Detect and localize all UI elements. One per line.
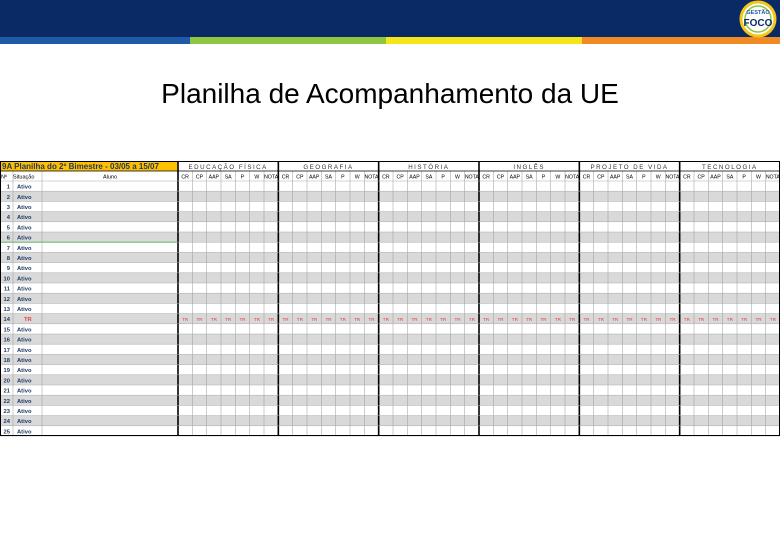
row-status: Ativo	[17, 388, 32, 395]
row-number: 15	[3, 327, 10, 334]
subject-header: PROJETO DE VIDA	[590, 164, 669, 171]
row-number: 20	[3, 378, 10, 385]
row-status: Ativo	[17, 398, 32, 405]
sub-column-header: CR	[281, 174, 290, 181]
transfer-cell: TR	[769, 317, 776, 323]
row-status: Ativo	[17, 409, 32, 415]
row-status: Ativo	[17, 429, 32, 436]
row-number: 24	[3, 419, 10, 426]
row-shade	[0, 354, 780, 364]
transfer-cell: TR	[726, 317, 733, 323]
color-stripes	[0, 37, 780, 44]
row-shade	[0, 232, 780, 242]
row-status: Ativo	[17, 307, 32, 313]
stripe-blue	[0, 37, 190, 44]
stripe-yellow	[386, 37, 582, 44]
transfer-cell: TR	[569, 317, 576, 323]
col-situacao-header: Situação	[13, 174, 35, 181]
row-status: TR	[24, 317, 32, 324]
sub-column-header: NOTA	[565, 174, 580, 181]
sub-column-header: CR	[181, 174, 189, 181]
stripe-orange	[582, 37, 780, 44]
sub-column-header: CR	[582, 174, 591, 181]
sub-column-header: CP	[597, 174, 605, 181]
logo-text-top: GESTÃO	[746, 10, 770, 16]
sub-column-header: AAP	[208, 174, 220, 181]
transfer-cell: TR	[511, 317, 518, 323]
subject-header: HISTÓRIA	[408, 164, 450, 171]
row-number: 22	[3, 398, 10, 405]
row-status: Ativo	[17, 296, 32, 303]
transfer-cell: TR	[669, 317, 676, 323]
row-number: 10	[3, 276, 10, 283]
row-status: Ativo	[17, 205, 32, 211]
subject-header: TECNOLOGIA	[702, 164, 758, 171]
row-number: 21	[3, 388, 10, 395]
transfer-cell: TR	[597, 317, 604, 323]
row-shade	[0, 252, 780, 262]
row-status: Ativo	[17, 327, 32, 334]
sub-column-header: CP	[396, 174, 404, 181]
transfer-cell: TR	[282, 317, 289, 323]
sub-column-header: SA	[325, 174, 332, 181]
transfer-cell: TR	[311, 317, 318, 323]
transfer-cell: TR	[540, 317, 547, 323]
transfer-cell: TR	[296, 317, 303, 323]
transfer-cell: TR	[440, 317, 447, 323]
row-status: Ativo	[17, 286, 32, 293]
transfer-cell: TR	[411, 317, 418, 323]
sub-column-header: SA	[626, 174, 633, 181]
row-status: Ativo	[17, 378, 32, 385]
sub-column-header: AAP	[409, 174, 420, 181]
row-status: Ativo	[17, 358, 32, 364]
sub-column-header: SA	[425, 174, 433, 181]
sub-column-header: AAP	[308, 174, 320, 181]
transfer-cell: TR	[454, 317, 461, 323]
row-status: Ativo	[17, 225, 32, 232]
row-status: Ativo	[17, 235, 32, 242]
row-status: Ativo	[17, 194, 32, 201]
sub-column-header: P	[541, 174, 546, 181]
transfer-cell: TR	[712, 317, 719, 323]
sub-column-header: CP	[296, 174, 304, 181]
sub-column-header: NOTA	[665, 174, 680, 181]
sub-column-header: NOTA	[364, 174, 379, 181]
row-status: Ativo	[17, 368, 32, 375]
sub-column-header: W	[555, 174, 561, 181]
row-number: 9	[6, 266, 10, 273]
transfer-cell: TR	[425, 317, 432, 323]
row-status: Ativo	[17, 419, 32, 426]
transfer-cell: TR	[239, 317, 246, 323]
sub-column-header: NOTA	[765, 174, 780, 181]
transfer-cell: TR	[554, 317, 561, 323]
row-number: 1	[6, 184, 10, 191]
col-no-header: Nº	[1, 174, 7, 181]
transfer-cell: TR	[741, 317, 748, 323]
sub-column-header: CR	[482, 174, 490, 181]
row-number: 17	[3, 347, 10, 354]
transfer-cell: TR	[382, 317, 389, 323]
sub-column-header: AAP	[609, 174, 621, 181]
row-number: 8	[6, 256, 10, 262]
row-shade	[0, 293, 780, 303]
row-status: Ativo	[17, 256, 32, 262]
transfer-cell: TR	[655, 317, 662, 323]
row-number: 13	[3, 307, 10, 313]
row-status: Ativo	[17, 215, 32, 222]
transfer-cell: TR	[354, 317, 361, 323]
stripe-green	[190, 37, 386, 44]
sub-column-header: P	[341, 174, 345, 181]
row-shade	[0, 191, 780, 201]
row-number: 2	[6, 194, 10, 201]
row-shade	[0, 395, 780, 405]
row-shade	[0, 212, 780, 222]
row-number: 4	[6, 215, 10, 222]
row-status: Ativo	[17, 266, 32, 273]
row-number: 19	[3, 368, 10, 375]
transfer-cell: TR	[339, 317, 346, 323]
row-status: Ativo	[17, 276, 32, 283]
row-status: Ativo	[17, 245, 32, 252]
transfer-cell: TR	[583, 317, 590, 323]
top-header-bar	[0, 0, 780, 37]
row-number: 6	[6, 235, 10, 242]
sub-column-header: W	[655, 174, 661, 181]
subject-header: EDUCAÇÃO FÍSICA	[188, 164, 268, 171]
transfer-cell: TR	[683, 317, 690, 323]
transfer-cell: TR	[698, 317, 705, 323]
transfer-cell: TR	[253, 317, 260, 323]
logo-text-main: FOCO	[743, 18, 773, 29]
sub-column-header: CR	[683, 174, 691, 181]
sub-column-header: SA	[525, 174, 533, 181]
row-shade	[0, 314, 780, 324]
transfer-cell: TR	[755, 317, 762, 323]
transfer-cell: TR	[497, 317, 504, 323]
transfer-cell: TR	[483, 317, 490, 323]
row-shade	[0, 334, 780, 344]
row-number: 16	[3, 337, 10, 344]
transfer-cell: TR	[626, 317, 633, 323]
transfer-cell: TR	[526, 317, 533, 323]
transfer-cell: TR	[196, 317, 203, 323]
sub-column-header: P	[742, 174, 746, 181]
sub-column-header: SA	[726, 174, 734, 181]
sub-column-header: NOTA	[264, 174, 279, 181]
row-status: Ativo	[17, 337, 32, 344]
transfer-cell: TR	[397, 317, 404, 323]
transfer-cell: TR	[268, 317, 275, 323]
row-number: 5	[6, 225, 10, 232]
row-number: 18	[3, 358, 10, 364]
sub-column-header: W	[354, 174, 360, 181]
sub-column-header: AAP	[509, 174, 521, 181]
sub-column-header: P	[441, 174, 445, 181]
sub-column-header: P	[642, 174, 646, 181]
sub-column-header: CP	[496, 174, 505, 181]
sub-column-header: NOTA	[464, 174, 479, 181]
slide-title: Planilha de Acompanhamento da UE	[161, 78, 619, 109]
transfer-cell: TR	[640, 317, 647, 323]
row-number: 12	[3, 296, 10, 303]
row-shade	[0, 375, 780, 385]
row-status: Ativo	[17, 347, 32, 354]
row-shade	[0, 416, 780, 426]
sub-column-header: P	[240, 174, 245, 181]
row-number: 11	[3, 286, 10, 293]
sub-column-header: CP	[195, 174, 204, 181]
row-number: 23	[3, 409, 10, 415]
sub-column-header: CP	[697, 174, 705, 181]
subject-header: GEOGRAFIA	[303, 164, 354, 171]
banner-text: 9A Planilha do 2º Bimestre - 03/05 a 15/07	[2, 162, 159, 171]
sub-column-header: W	[254, 174, 260, 181]
transfer-cell: TR	[368, 317, 375, 323]
row-shade	[0, 273, 780, 283]
sub-column-header: SA	[224, 174, 232, 181]
transfer-cell: TR	[468, 317, 475, 323]
row-number: 3	[6, 205, 10, 211]
sub-column-header: W	[756, 174, 761, 181]
transfer-cell: TR	[225, 317, 232, 323]
gestao-foco-logo	[738, 0, 778, 38]
transfer-cell: TR	[325, 317, 332, 323]
sub-column-header: W	[455, 174, 460, 181]
transfer-cell: TR	[612, 317, 619, 323]
row-status: Ativo	[17, 184, 32, 191]
row-number: 7	[6, 245, 10, 252]
sub-column-header: AAP	[710, 174, 721, 181]
transfer-cell: TR	[210, 317, 217, 323]
subject-header: INGLÊS	[513, 164, 546, 171]
row-number: 25	[3, 429, 10, 436]
col-aluno-header: Aluno	[102, 174, 118, 181]
row-number: 14	[3, 317, 10, 324]
spreadsheet-image	[0, 161, 780, 443]
sub-column-header: CR	[382, 174, 390, 181]
transfer-cell: TR	[182, 317, 189, 323]
